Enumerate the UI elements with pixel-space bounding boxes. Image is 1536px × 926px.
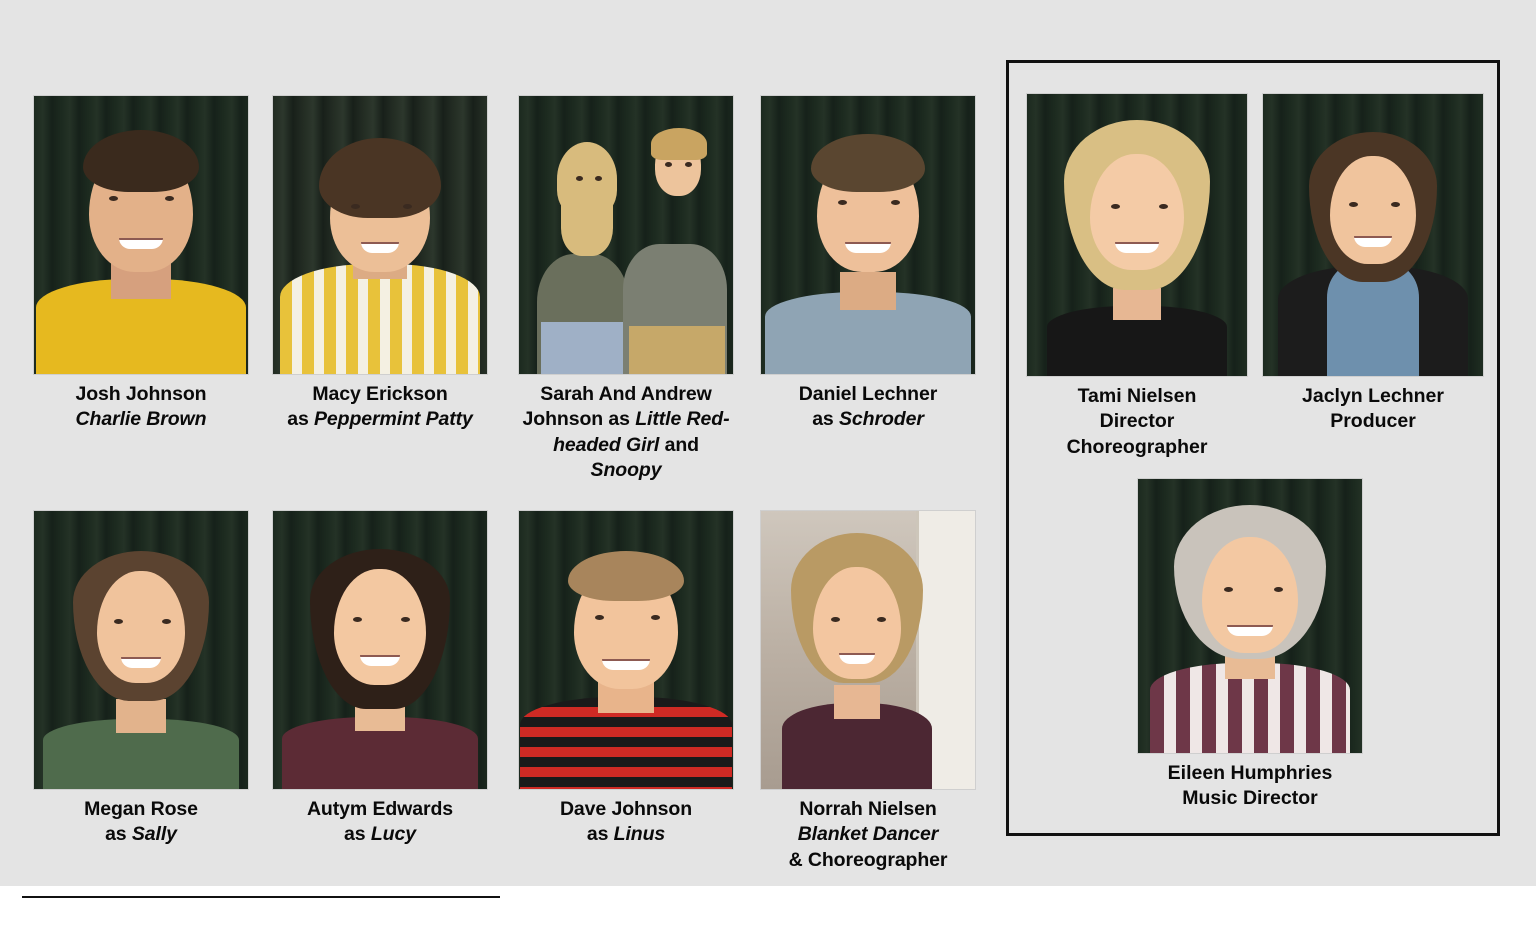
crew-title-1: Music Director <box>1182 787 1318 810</box>
cast-role: Little Red-headed Girl <box>553 408 730 456</box>
cast-name: Megan Rose <box>84 798 198 820</box>
crew-title-2: Choreographer <box>1066 435 1208 458</box>
cast-role: Charlie Brown <box>75 408 207 431</box>
cast-role: Lucy <box>370 823 416 846</box>
crew-card-eileen-humphries[interactable] <box>1137 478 1363 812</box>
crew-photo-tami-nielsen <box>1026 93 1248 377</box>
crew-caption-eileen-humphries <box>1137 761 1363 812</box>
cast-caption-josh-johnson <box>33 382 249 433</box>
cast-role: Linus <box>613 823 666 846</box>
cast-card-dave-johnson[interactable] <box>518 510 734 848</box>
crew-title-1: Producer <box>1330 410 1416 433</box>
crew-card-tami-nielsen[interactable] <box>1026 93 1248 460</box>
cast-card-megan-rose[interactable] <box>33 510 249 848</box>
cast-name: Daniel Lechner <box>798 383 938 405</box>
crew-name: Tami Nielsen <box>1077 385 1197 407</box>
cast-role-2: Snoopy <box>590 459 662 482</box>
cast-photo-daniel-lechner <box>760 95 976 375</box>
cast-photo-macy-erickson <box>272 95 488 375</box>
cast-role-prefix: as <box>344 823 371 846</box>
cast-card-norrah-nielsen[interactable] <box>760 510 976 873</box>
cast-caption-megan-rose <box>33 797 249 848</box>
cast-caption-norrah-nielsen <box>760 797 976 873</box>
crew-caption-jaclyn-lechner <box>1262 384 1484 435</box>
cast-card-macy-erickson[interactable] <box>272 95 488 433</box>
cast-name: Dave Johnson <box>559 798 693 820</box>
cast-role: Peppermint Patty <box>314 408 473 431</box>
cast-role-prefix: as <box>812 408 839 431</box>
cast-card-sarah-and-andrew-johnson[interactable] <box>518 95 734 483</box>
cast-photo-autym-edwards <box>272 510 488 790</box>
crew-name: Eileen Humphries <box>1167 762 1333 784</box>
cast-role-suffix: and <box>659 433 699 456</box>
cast-caption-macy-erickson <box>272 382 488 433</box>
cast-caption-sarah-and-andrew-johnson <box>518 382 734 483</box>
cast-name: Macy Erickson <box>312 383 448 405</box>
crew-caption-tami-nielsen <box>1026 384 1248 460</box>
cast-role: Schroder <box>839 408 924 431</box>
cast-name: Josh Johnson <box>75 383 207 405</box>
crew-name: Jaclyn Lechner <box>1302 385 1444 407</box>
cast-role: Sally <box>131 823 177 846</box>
crew-card-jaclyn-lechner[interactable] <box>1262 93 1484 435</box>
cast-name: Autym Edwards <box>306 798 454 820</box>
cast-name: Sarah And Andrew Johnson <box>522 383 712 431</box>
cast-role: Blanket Dancer <box>797 823 939 846</box>
crew-photo-jaclyn-lechner <box>1262 93 1484 377</box>
cast-photo-josh-johnson <box>33 95 249 375</box>
crew-title-1: Director <box>1099 410 1175 433</box>
cast-photo-sarah-and-andrew-johnson <box>518 95 734 375</box>
cast-photo-dave-johnson <box>518 510 734 790</box>
cast-card-daniel-lechner[interactable] <box>760 95 976 433</box>
cast-photo-megan-rose <box>33 510 249 790</box>
crew-box <box>1006 60 1500 836</box>
cast-card-josh-johnson[interactable] <box>33 95 249 433</box>
cast-caption-dave-johnson <box>518 797 734 848</box>
cast-caption-autym-edwards <box>272 797 488 848</box>
cast-role-suffix: & Choreographer <box>788 848 948 871</box>
crew-photo-eileen-humphries <box>1137 478 1363 754</box>
cast-role-prefix: as <box>287 408 315 431</box>
cast-role-prefix: as <box>105 823 132 846</box>
cast-caption-daniel-lechner <box>760 382 976 433</box>
cast-role-prefix: as <box>608 408 636 431</box>
cast-name: Norrah Nielsen <box>799 798 937 820</box>
bottom-strip <box>0 886 1536 926</box>
cast-photo-norrah-nielsen <box>760 510 976 790</box>
cast-card-autym-edwards[interactable] <box>272 510 488 848</box>
bottom-divider <box>22 896 500 898</box>
cast-role-prefix: as <box>586 823 614 846</box>
